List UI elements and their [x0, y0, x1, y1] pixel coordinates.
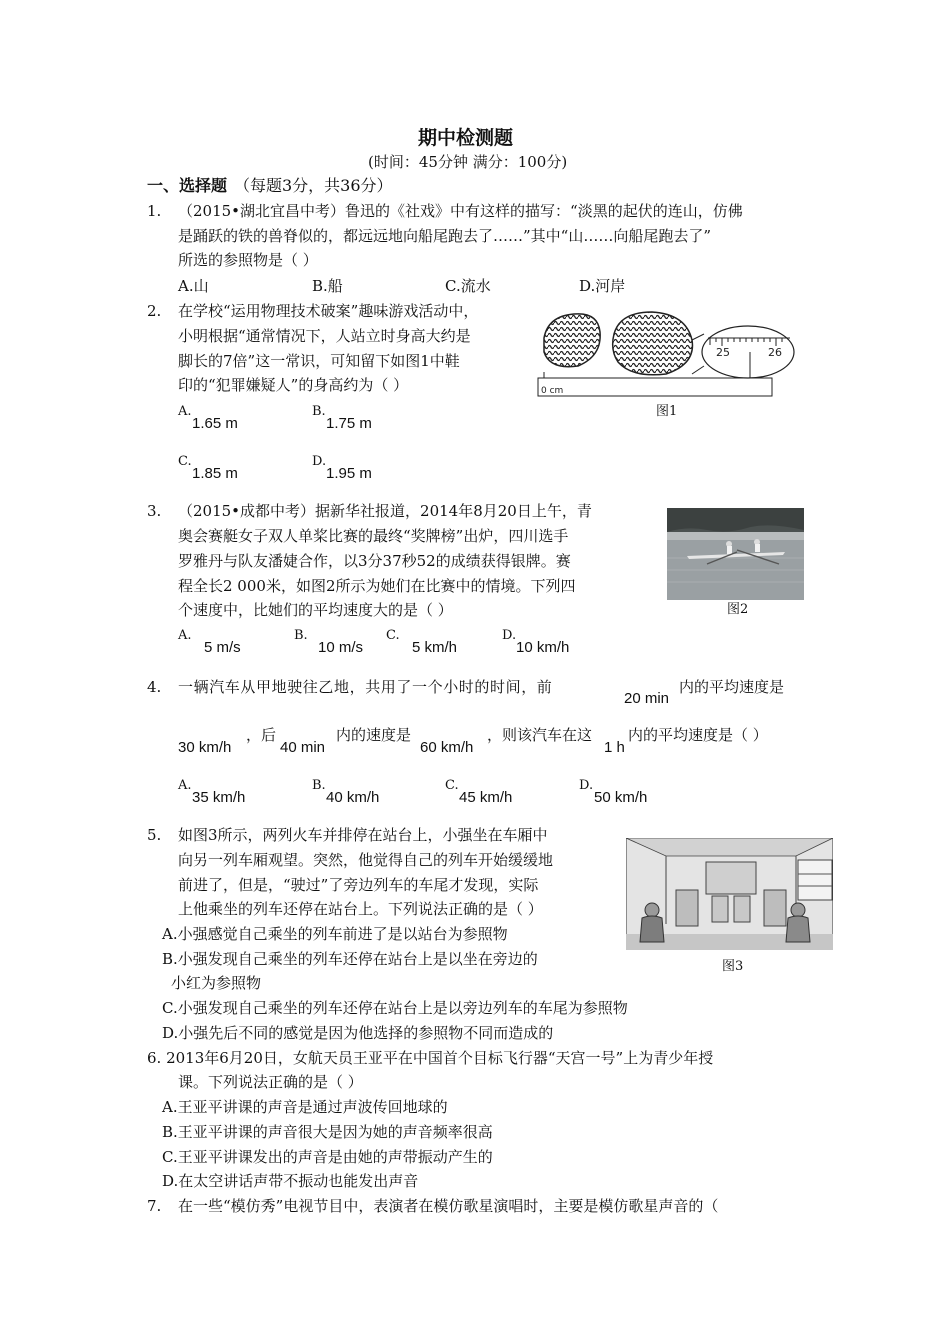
- sole-print: [613, 312, 693, 375]
- q3-number: 3.: [147, 502, 162, 520]
- q5-line: 上他乘坐的列车还停在站台上。下列说法正确的是（ ）: [178, 900, 543, 918]
- q1-line: 所选的参照物是（ ）: [178, 251, 318, 269]
- q4-text: ，后: [246, 726, 277, 744]
- q2-line: 脚长的7倍”这一常识，可知留下如图1中鞋: [178, 352, 460, 370]
- q4-option-d-letter: D.: [579, 778, 594, 793]
- q3-option-c-value: 5 km/h: [412, 639, 458, 656]
- q4-value: 30 km/h: [178, 739, 232, 756]
- q3-option-d-letter: D.: [502, 628, 517, 643]
- q3-option-a-value: 5 m/s: [204, 639, 241, 656]
- side-window: [798, 860, 832, 900]
- q7-line: 在一些“模仿秀”电视节目中，表演者在模仿歌星演唱时，主要是模仿歌星声音的（: [178, 1197, 719, 1215]
- ruler-tick-26: 26: [768, 346, 782, 359]
- ruler-zero-label: 0 cm: [541, 386, 564, 396]
- q4-option-a-value: 35 km/h: [192, 789, 246, 806]
- q4-option-c-letter: C.: [445, 778, 459, 793]
- q4-text: 内的速度是: [336, 726, 412, 744]
- far-window: [706, 862, 756, 894]
- q2-option-d-letter: D.: [312, 454, 327, 469]
- footprint-ruler-figure: [536, 308, 798, 404]
- ruler-tick-25: 25: [716, 346, 730, 359]
- q4-value: 20 min: [624, 690, 670, 707]
- q4-value: 1 h: [604, 739, 625, 756]
- q3-line: 程全长2 000米，如图2所示为她们在比赛中的情境。下列四: [178, 577, 576, 595]
- figure-3-caption: 图3: [722, 959, 744, 974]
- q5-option-a: A.小强感觉自己乘坐的列车前进了是以站台为参照物: [162, 925, 508, 943]
- q4-number: 4.: [147, 678, 162, 696]
- q5-option-b-cont: 小红为参照物: [171, 974, 262, 992]
- q3-line: 个速度中，比她们的平均速度大的是（ ）: [178, 601, 453, 619]
- q3-option-c-letter: C.: [386, 628, 400, 643]
- q4-text: ，则该汽车在这: [487, 726, 593, 744]
- ruler-bar: [538, 378, 772, 396]
- q6-line: 6. 2013年6月20日，女航天员王亚平在中国首个目标飞行器“天宫一号”上为青少年授: [147, 1049, 714, 1067]
- page-title: 期中检测题: [418, 127, 514, 149]
- q3-line: 奥会赛艇女子双人单桨比赛的最终“奖牌榜”出炉，四川选手: [178, 527, 569, 545]
- q5-line: 如图3所示，两列火车并排停在站台上，小强坐在车厢中: [178, 826, 548, 844]
- q1-line: 是踊跃的铁的兽脊似的，都远远地向船尾跑去了……”其中“山……向船尾跑去了”: [178, 227, 712, 245]
- rowing-photo: [667, 508, 804, 600]
- page-subtitle: (时间：45分钟 满分：100分): [368, 153, 568, 171]
- q2-line: 在学校“运用物理技术破案”趣味游戏活动中，: [178, 302, 479, 320]
- q4-text: 内的平均速度是: [679, 678, 785, 696]
- q5-option-d: D.小强先后不同的感觉是因为他选择的参照物不同而造成的: [162, 1024, 554, 1042]
- q5-line: 向另一列车厢观望。突然，他觉得自己的列车开始缓缓地: [178, 851, 554, 869]
- q1-option-d: D.河岸: [579, 277, 626, 295]
- q1-option-c: C.流水: [445, 277, 491, 295]
- q1-option-b: B.船: [312, 277, 343, 295]
- q4-value: 40 min: [280, 739, 326, 756]
- q2-line: 印的“犯罪嫌疑人”的身高约为（ ）: [178, 376, 409, 394]
- q2-option-c-value: 1.85 m: [192, 465, 238, 482]
- q4-text: 内的平均速度是（ ）: [628, 726, 768, 744]
- figure-1-caption: 图1: [656, 404, 678, 419]
- q4-option-a-letter: A.: [178, 778, 192, 793]
- q2-option-b-value: 1.75 m: [326, 415, 372, 432]
- q7-number: 7.: [147, 1197, 162, 1215]
- q2-option-d-value: 1.95 m: [326, 465, 372, 482]
- q5-line: 前进了，但是，“驶过”了旁边列车的车尾才发现，实际: [178, 876, 539, 894]
- figure-2-caption: 图2: [727, 602, 749, 617]
- q6-option-d: D.在太空讲话声带不振动也能发出声音: [162, 1172, 419, 1190]
- q2-option-b-letter: B.: [312, 404, 326, 419]
- q6-option-b: B.王亚平讲课的声音很大是因为她的声音频率很高: [162, 1123, 493, 1141]
- q2-option-c-letter: C.: [178, 454, 192, 469]
- q5-option-b: B.小强发现自己乘坐的列车还停在站台上是以坐在旁边的: [162, 950, 538, 968]
- q1-option-a: A.山: [178, 277, 209, 295]
- q3-option-a-letter: A.: [178, 628, 192, 643]
- q4-option-b-letter: B.: [312, 778, 326, 793]
- q4-option-b-value: 40 km/h: [326, 789, 380, 806]
- q2-option-a-value: 1.65 m: [192, 415, 238, 432]
- q2-option-a-letter: A.: [178, 404, 192, 419]
- q6-option-a: A.王亚平讲课的声音是通过声波传回地球的: [162, 1098, 448, 1116]
- q4-option-c-value: 45 km/h: [459, 789, 513, 806]
- q4-value: 60 km/h: [420, 739, 474, 756]
- q3-line: （2015•成都中考）据新华社报道，2014年8月20日上午，青: [178, 502, 592, 520]
- q1-line: （2015•湖北宜昌中考）鲁迅的《社戏》中有这样的描写：“淡黑的起伏的连山，仿佛: [178, 202, 743, 220]
- q5-number: 5.: [147, 826, 162, 844]
- section-heading: 一、选择题: [147, 176, 228, 195]
- q3-option-d-value: 10 km/h: [516, 639, 570, 656]
- train-interior-figure: [626, 838, 833, 950]
- q5-option-c: C.小强发现自己乘坐的列车还停在站台上是以旁边列车的车尾为参照物: [162, 999, 628, 1017]
- q1-number: 1.: [147, 202, 162, 220]
- q6-line: 课。下列说法正确的是（ ）: [178, 1073, 363, 1091]
- q3-line: 罗雅丹与队友潘婕合作，以3分37秒52的成绩获得银牌。赛: [178, 552, 571, 570]
- q2-number: 2.: [147, 302, 162, 320]
- q6-option-c: C.王亚平讲课发出的声音是由她的声带振动产生的: [162, 1148, 493, 1166]
- section-note: （每题3分，共36分）: [234, 176, 393, 195]
- heel-print: [544, 314, 600, 367]
- q4-option-d-value: 50 km/h: [594, 789, 648, 806]
- q3-option-b-value: 10 m/s: [318, 639, 364, 656]
- q3-option-b-letter: B.: [294, 628, 308, 643]
- q4-text: 一辆汽车从甲地驶往乙地，共用了一个小时的时间，前: [178, 678, 553, 696]
- q2-line: 小明根据“通常情况下，人站立时身高大约是: [178, 327, 471, 345]
